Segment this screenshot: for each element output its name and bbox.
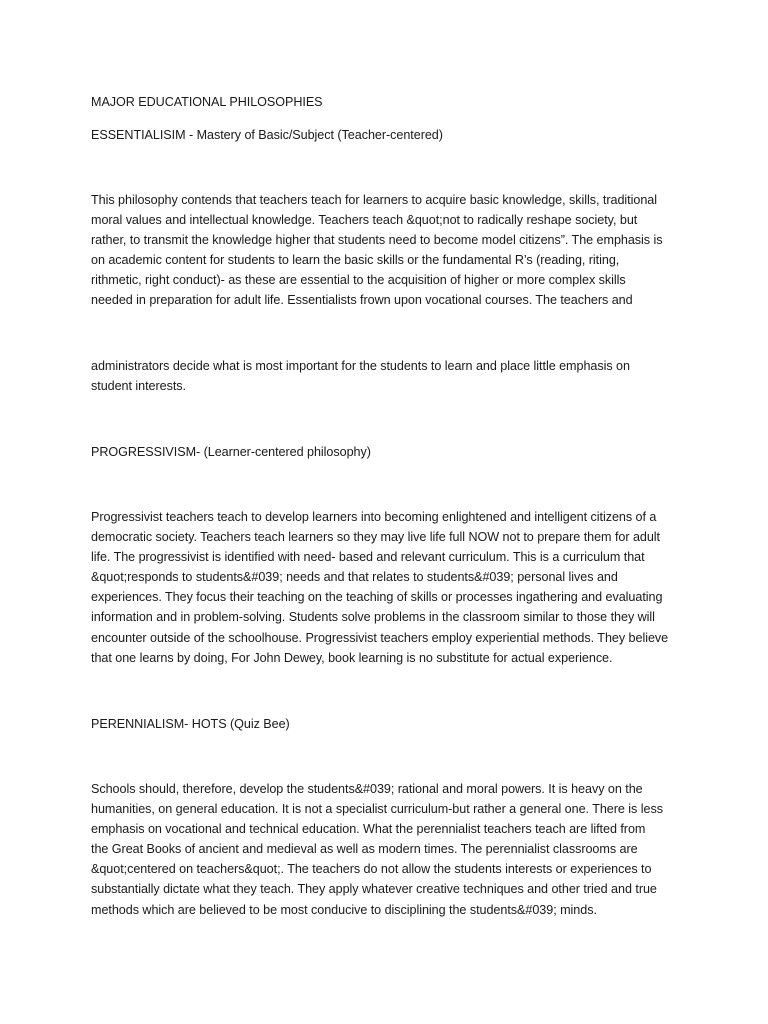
paragraph-line: information and in problem-solving. Students solve problems in the classroom similar to those they will [91,610,655,625]
paragraph-line: democratic society. Teachers teach learners so they may live life full NOW not to prepare them for adult [91,530,661,545]
paragraph-line: experiences. They focus their teaching on the teaching of skills or processes ingathering and evaluating [91,590,663,605]
paragraph-line: methods which are believed to be most conducive to disciplining the students&#039; minds. [91,902,597,917]
paragraph-line: &quot;centered on teachers&quot;. The teachers do not allow the students interests or experiences to [91,862,652,877]
heading-text: PROGRESSIVISM- (Learner-centered philosophy) [91,445,371,459]
paragraph-line: Schools should, therefore, develop the students&#039; rational and moral powers. It is heavy on the [91,782,643,796]
paragraph-line: This philosophy contends that teachers teach for learners to acquire basic knowledge, skills, traditional [91,193,657,207]
paragraph-line: Progressivist teachers teach to develop learners into becoming enlightened and intelligent citizens of a [91,510,657,524]
paragraph-line: on academic content for students to learn the basic skills or the fundamental R’s (reading, riting, [91,253,620,268]
heading-text: PERENNIALISM- HOTS (Quiz Bee) [91,717,290,731]
paragraph-line: administrators decide what is most important for the students to learn and place little emphasis on [91,359,630,373]
paragraph-line: that one learns by doing, For John Dewey, book learning is no substitute for actual experience. [91,650,613,665]
perennialism-paragraph [91,779,691,920]
paragraph-line: rather, to transmit the knowledge higher that students need to become model citizens”. The emphasis is [91,233,663,248]
progressivism-paragraph [91,507,691,668]
perennialism-heading [91,714,691,734]
paragraph-line: rithmetic, right conduct)- as these are essential to the acquisition of higher or more complex skills [91,273,626,288]
essentialism-paragraph-1 [91,190,691,311]
paragraph-line: substantially dictate what they teach. They apply whatever creative techniques and other tried and true [91,882,657,897]
essentialism-paragraph-2 [91,356,691,396]
paragraph-line: needed in preparation for adult life. Essentialists frown upon vocational courses. The teachers and [91,293,633,308]
paragraph-line: moral values and intellectual knowledge. Teachers teach &quot;not to radically reshape society, but [91,213,638,228]
paragraph-line: student interests. [91,379,187,394]
paragraph-line: humanities, on general education. It is not a specialist curriculum-but rather a general one. There is less [91,802,663,817]
progressivism-heading [91,442,691,462]
paragraph-line: the Great Books of ancient and medieval as well as modern times. The perennialist classrooms are [91,842,638,857]
paragraph-line: &quot;responds to students&#039; needs and that relates to students&#039; personal lives and [91,570,618,585]
heading-text: ESSENTIALISIM - Mastery of Basic/Subject (Teacher-centered) [91,128,443,142]
paragraph-line: life. The progressivist is identified with need- based and relevant curriculum. This is a curriculum that [91,550,645,565]
paragraph-line: encounter outside of the schoolhouse. Progressivist teachers employ experiential methods. They believe [91,630,669,645]
document-title [91,92,691,112]
title-text: MAJOR EDUCATIONAL PHILOSOPHIES [91,95,323,109]
essentialism-heading [91,125,691,145]
paragraph-line: emphasis on vocational and technical education. What the perennialist teachers teach are lifted from [91,822,646,837]
